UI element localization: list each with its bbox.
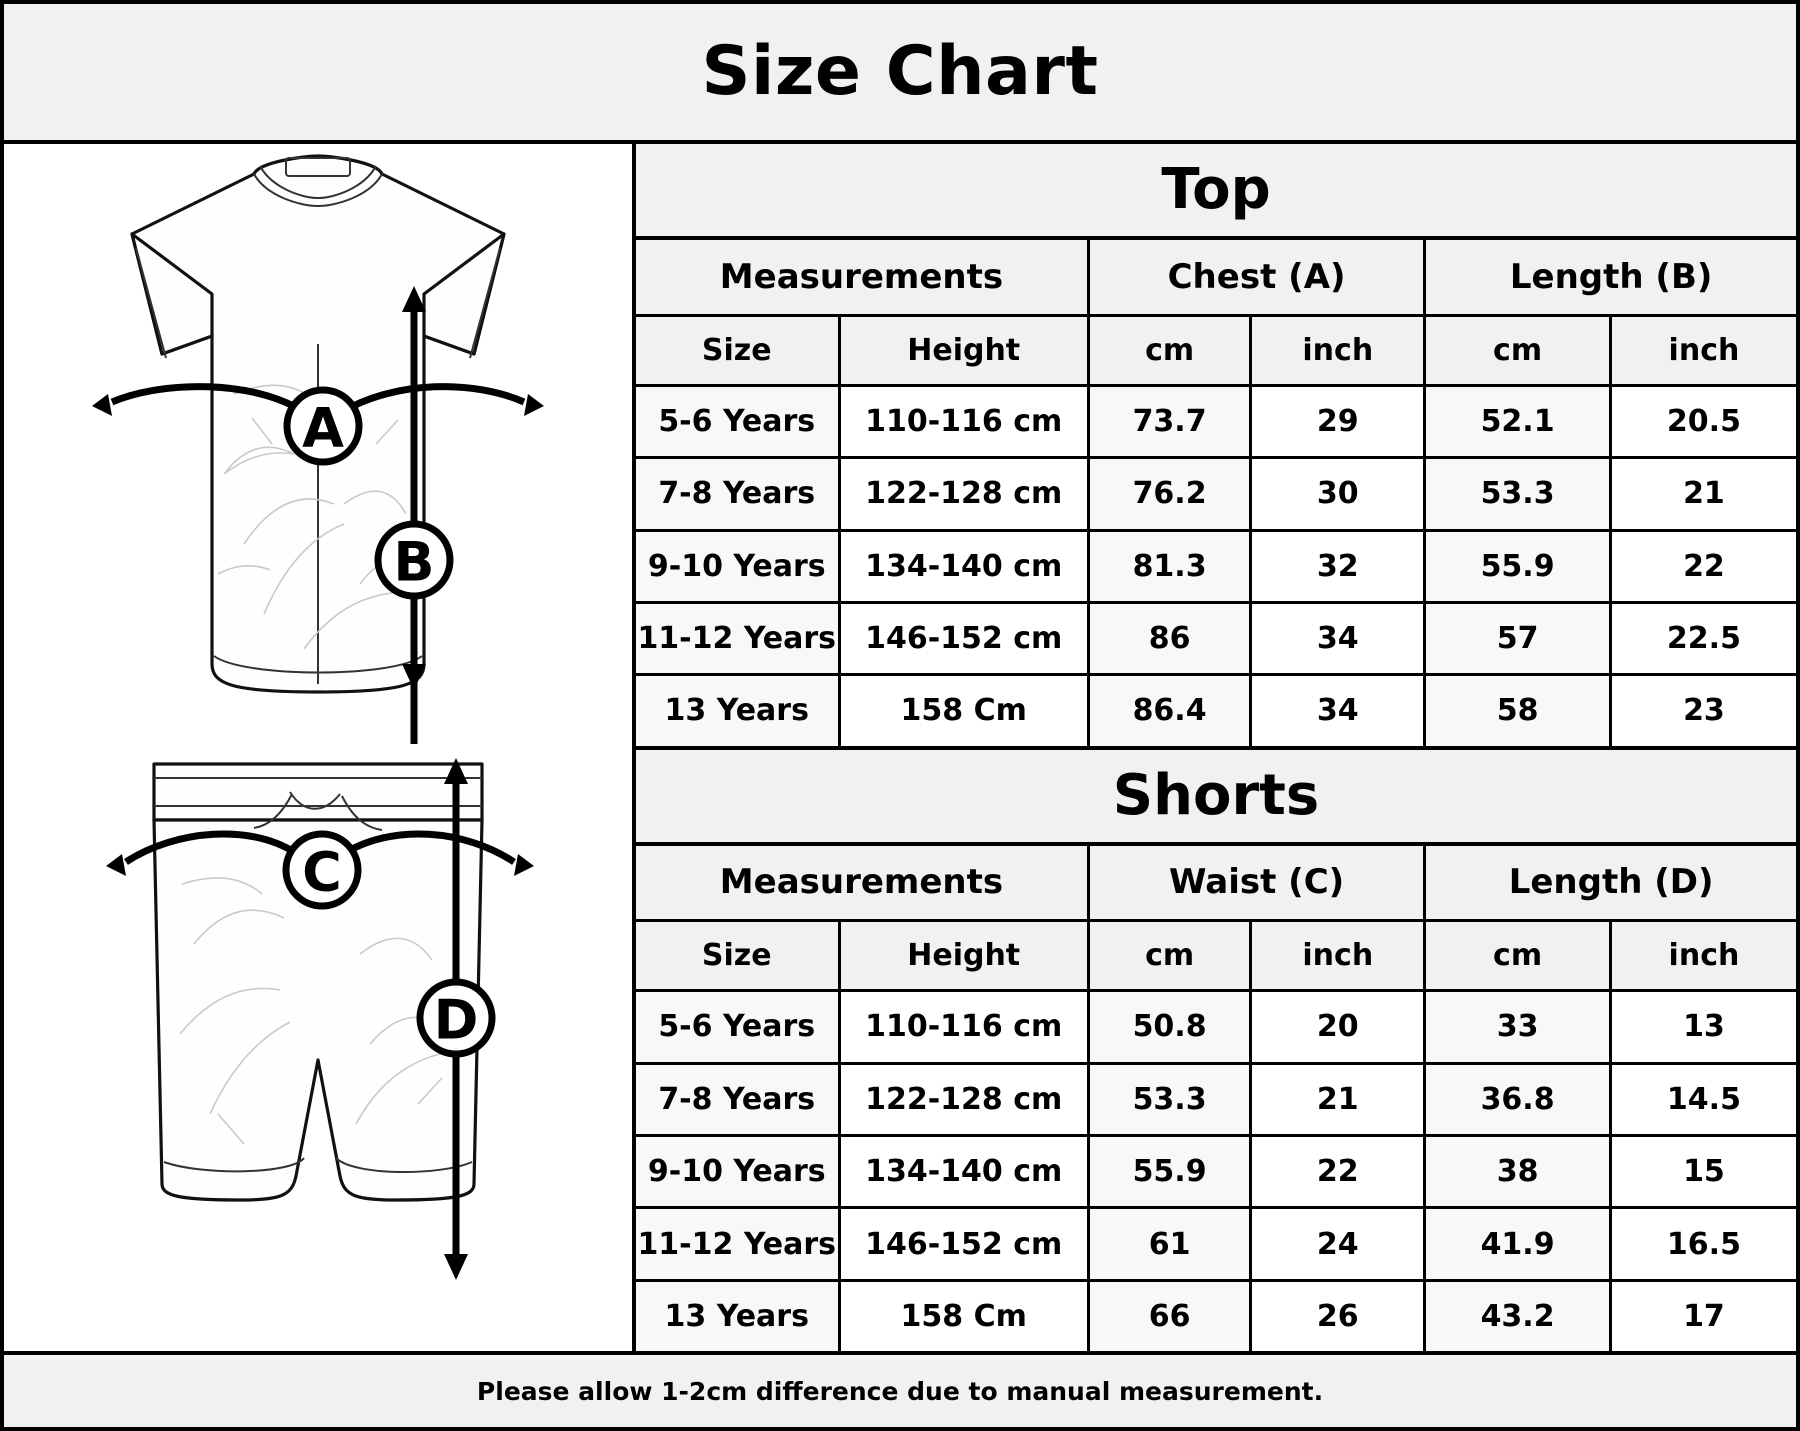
sub-header-length-inch: inch — [1610, 315, 1796, 385]
svg-text:C: C — [302, 840, 342, 904]
sub-header-chest-inch: inch — [1251, 315, 1425, 385]
cell-waist-cm: 53.3 — [1088, 1063, 1250, 1135]
cell-length-cm: 33 — [1425, 991, 1611, 1063]
chart-body — [4, 144, 1796, 1351]
cell-length-cm: 52.1 — [1425, 385, 1611, 457]
measurement-tables — [636, 144, 1796, 1351]
cell-height: 122-128 cm — [839, 1063, 1088, 1135]
cell-length-cm: 36.8 — [1425, 1063, 1611, 1135]
top-size-table — [636, 240, 1796, 746]
cell-length-inch: 15 — [1610, 1136, 1796, 1208]
cell-length-inch: 21 — [1610, 458, 1796, 530]
cell-length-inch: 14.5 — [1610, 1063, 1796, 1135]
group-header-measurements: Measurements — [636, 846, 1088, 921]
shorts-size-table — [636, 846, 1796, 1352]
table-row — [636, 385, 1796, 457]
table-row — [636, 1136, 1796, 1208]
cell-length-inch: 23 — [1610, 675, 1796, 746]
cell-waist-inch: 26 — [1251, 1280, 1425, 1351]
cell-height: 134-140 cm — [839, 530, 1088, 602]
cell-waist-inch: 21 — [1251, 1063, 1425, 1135]
cell-chest-cm: 86 — [1088, 602, 1250, 674]
cell-length-inch: 13 — [1610, 991, 1796, 1063]
table-sub-header-row — [636, 315, 1796, 385]
cell-length-cm: 38 — [1425, 1136, 1611, 1208]
cell-waist-cm: 50.8 — [1088, 991, 1250, 1063]
cell-chest-inch: 34 — [1251, 602, 1425, 674]
table-row — [636, 458, 1796, 530]
cell-size: 13 Years — [636, 1280, 839, 1351]
cell-chest-cm: 86.4 — [1088, 675, 1250, 746]
top-section-title: Top — [1161, 157, 1271, 222]
cell-height: 134-140 cm — [839, 1136, 1088, 1208]
cell-height: 110-116 cm — [839, 991, 1088, 1063]
cell-height: 146-152 cm — [839, 602, 1088, 674]
top-section-header — [636, 144, 1796, 240]
sub-header-waist-cm: cm — [1088, 921, 1250, 991]
table-row — [636, 991, 1796, 1063]
cell-length-cm: 55.9 — [1425, 530, 1611, 602]
sub-header-length-inch: inch — [1610, 921, 1796, 991]
shorts-illustration — [4, 744, 632, 1299]
svg-text:D: D — [433, 988, 479, 1052]
cell-length-inch: 22 — [1610, 530, 1796, 602]
cell-height: 110-116 cm — [839, 385, 1088, 457]
table-group-header-row — [636, 846, 1796, 921]
sub-header-size: Size — [636, 315, 839, 385]
shorts-table-block — [636, 750, 1796, 1352]
cell-size: 7-8 Years — [636, 458, 839, 530]
cell-height: 122-128 cm — [839, 458, 1088, 530]
svg-text:B: B — [393, 530, 435, 594]
cell-size: 11-12 Years — [636, 1208, 839, 1280]
disclaimer-bar — [4, 1351, 1796, 1427]
cell-length-cm: 58 — [1425, 675, 1611, 746]
table-row — [636, 530, 1796, 602]
group-header-chest: Chest (A) — [1088, 240, 1424, 315]
cell-waist-cm: 66 — [1088, 1280, 1250, 1351]
cell-size: 11-12 Years — [636, 602, 839, 674]
table-group-header-row — [636, 240, 1796, 315]
cell-length-cm: 41.9 — [1425, 1208, 1611, 1280]
top-table-block — [636, 144, 1796, 750]
group-header-length: Length (B) — [1425, 240, 1796, 315]
cell-length-cm: 43.2 — [1425, 1280, 1611, 1351]
sub-header-waist-inch: inch — [1251, 921, 1425, 991]
group-header-measurements: Measurements — [636, 240, 1088, 315]
table-row — [636, 1280, 1796, 1351]
page-title: Size Chart — [701, 32, 1099, 111]
sub-header-height: Height — [839, 921, 1088, 991]
svg-text:A: A — [302, 396, 344, 460]
table-row — [636, 675, 1796, 746]
cell-chest-cm: 76.2 — [1088, 458, 1250, 530]
group-header-waist: Waist (C) — [1088, 846, 1424, 921]
group-header-length: Length (D) — [1425, 846, 1796, 921]
cell-size: 13 Years — [636, 675, 839, 746]
tshirt-illustration — [4, 144, 632, 744]
cell-size: 7-8 Years — [636, 1063, 839, 1135]
cell-length-inch: 16.5 — [1610, 1208, 1796, 1280]
sub-header-size: Size — [636, 921, 839, 991]
cell-size: 9-10 Years — [636, 530, 839, 602]
cell-chest-inch: 32 — [1251, 530, 1425, 602]
cell-size: 5-6 Years — [636, 385, 839, 457]
cell-waist-inch: 20 — [1251, 991, 1425, 1063]
sub-header-height: Height — [839, 315, 1088, 385]
cell-length-cm: 57 — [1425, 602, 1611, 674]
table-row — [636, 1063, 1796, 1135]
table-row — [636, 1208, 1796, 1280]
measurement-disclaimer: Please allow 1-2cm difference due to manual measurement. — [476, 1376, 1324, 1406]
cell-length-inch: 22.5 — [1610, 602, 1796, 674]
cell-chest-inch: 34 — [1251, 675, 1425, 746]
cell-height: 158 Cm — [839, 675, 1088, 746]
cell-size: 9-10 Years — [636, 1136, 839, 1208]
sub-header-length-cm: cm — [1425, 315, 1611, 385]
cell-height: 158 Cm — [839, 1280, 1088, 1351]
cell-chest-inch: 30 — [1251, 458, 1425, 530]
cell-size: 5-6 Years — [636, 991, 839, 1063]
cell-waist-inch: 24 — [1251, 1208, 1425, 1280]
cell-waist-inch: 22 — [1251, 1136, 1425, 1208]
cell-height: 146-152 cm — [839, 1208, 1088, 1280]
cell-waist-cm: 61 — [1088, 1208, 1250, 1280]
sub-header-chest-cm: cm — [1088, 315, 1250, 385]
garment-illustrations — [4, 144, 636, 1351]
shorts-section-title: Shorts — [1112, 762, 1320, 828]
cell-length-inch: 17 — [1610, 1280, 1796, 1351]
cell-chest-cm: 81.3 — [1088, 530, 1250, 602]
cell-waist-cm: 55.9 — [1088, 1136, 1250, 1208]
cell-chest-cm: 73.7 — [1088, 385, 1250, 457]
sub-header-length-cm: cm — [1425, 921, 1611, 991]
cell-length-inch: 20.5 — [1610, 385, 1796, 457]
chart-title-bar — [4, 4, 1796, 144]
table-sub-header-row — [636, 921, 1796, 991]
cell-chest-inch: 29 — [1251, 385, 1425, 457]
cell-length-cm: 53.3 — [1425, 458, 1611, 530]
table-row — [636, 602, 1796, 674]
shorts-section-header — [636, 750, 1796, 846]
